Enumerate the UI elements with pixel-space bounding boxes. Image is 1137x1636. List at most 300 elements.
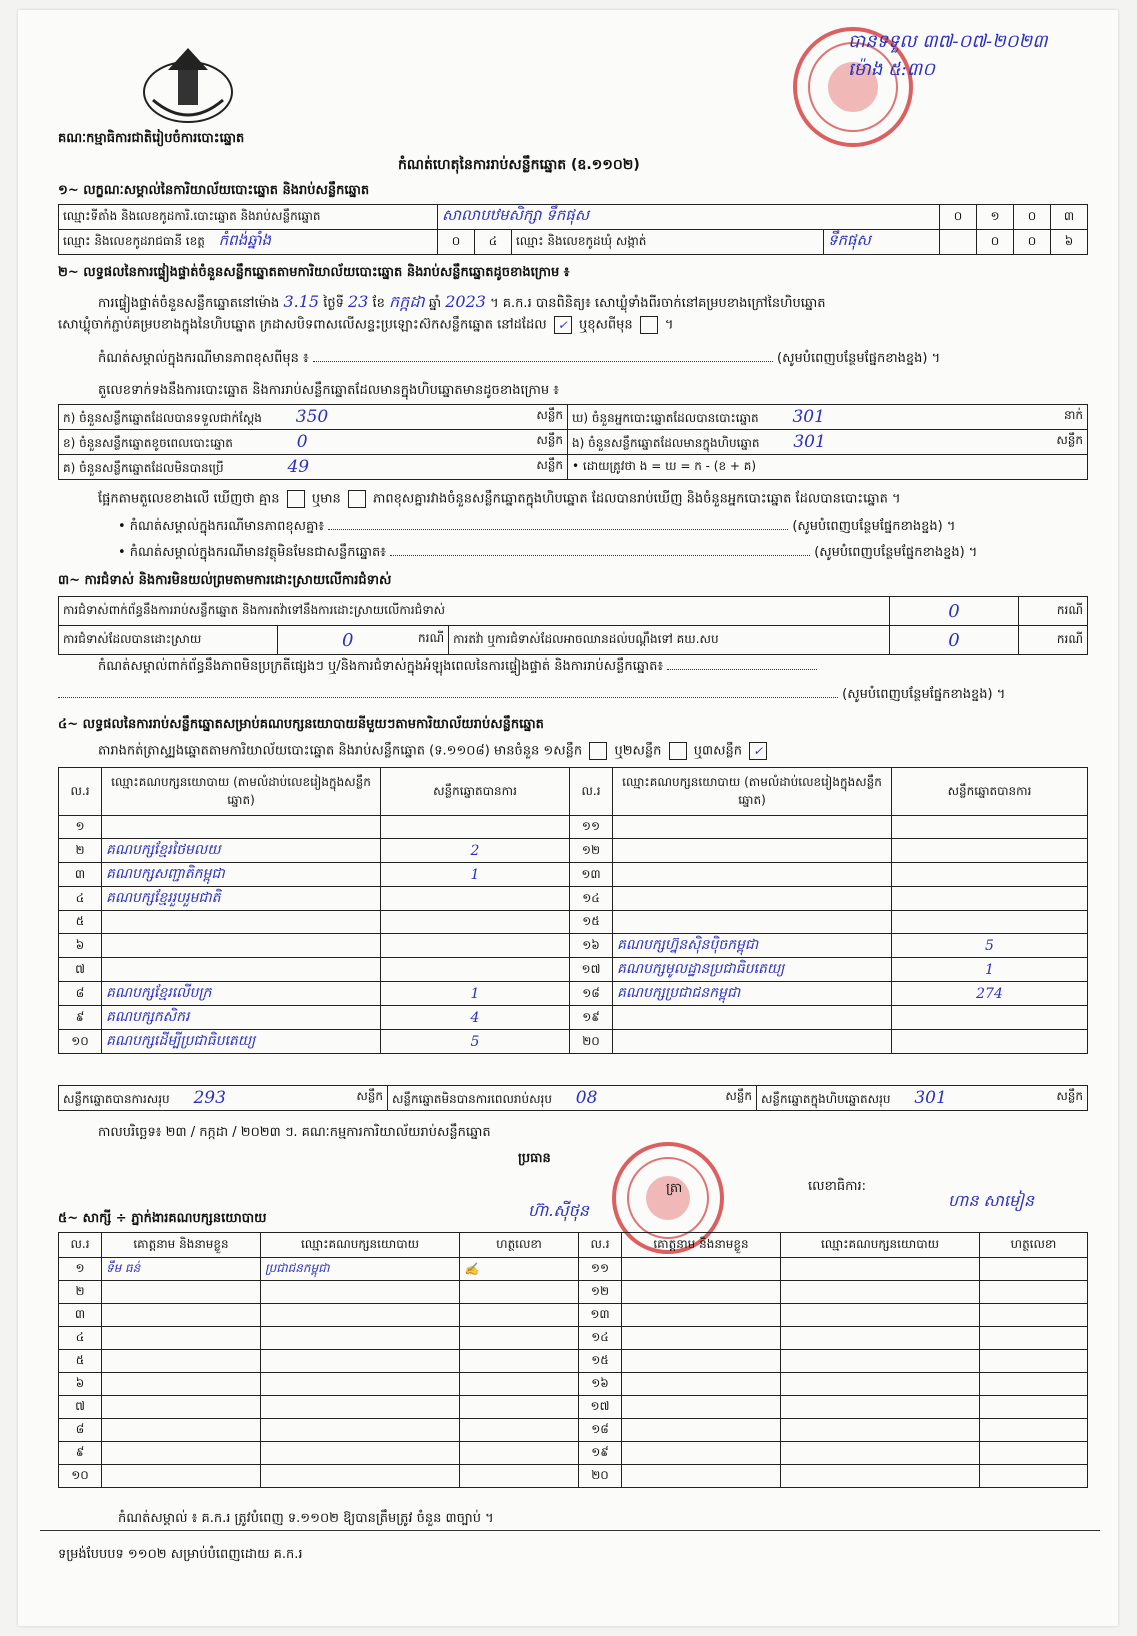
witness-party[interactable] <box>781 1396 980 1419</box>
discrepancy-line <box>98 490 1098 510</box>
witness-no: ១៦ <box>579 1373 622 1396</box>
note3-suffix: (សូមបំពេញបន្ថែមផ្នែកខាងខ្នង) ។ <box>814 545 978 560</box>
section4-heading: ៤~ លទ្ធផលនៃការរាប់សន្លឹកឆ្នោតសម្រាប់គណបក្សនយោបាយនីមួយៗតាមការិយាល័យរាប់សន្លឹកឆ្នោត <box>58 717 544 732</box>
witness-sign[interactable] <box>980 1373 1088 1396</box>
commune-code-3: ៦ <box>1051 230 1088 255</box>
witness-body <box>59 1258 1088 1488</box>
witness-no: ១៧ <box>579 1396 622 1419</box>
total-box-label: សន្លឹកឆ្នោតក្នុងហិបឆ្នោតសរុប <box>761 1091 891 1106</box>
total-invalid-cell <box>388 1086 757 1111</box>
result-no: ១៧ <box>570 958 613 982</box>
result-votes <box>892 839 1088 863</box>
witness-no: ៦ <box>59 1373 102 1396</box>
location-code-1: ០ <box>940 205 977 230</box>
result-no: ១៣ <box>570 863 613 887</box>
stat-in-box-label: ង) ចំនួនសន្លឹកឆ្នោតដែលមានក្នុងហិបឆ្នោត <box>572 435 760 450</box>
witness-table <box>58 1232 1088 1488</box>
witness-name[interactable] <box>622 1465 781 1488</box>
witness-name <box>102 1373 261 1396</box>
result-party <box>613 1030 892 1054</box>
witness-col-name-right: គោត្តនាម និងនាមខ្លួន <box>622 1233 781 1258</box>
witness-no: ១ <box>59 1258 102 1281</box>
section2-para1-line2 <box>58 316 1098 336</box>
total-valid-cell <box>59 1086 388 1111</box>
witness-name <box>102 1281 261 1304</box>
result-no: ១១ <box>570 816 613 839</box>
stat-voters-label: ឃ) ចំនួនអ្នកបោះឆ្នោតដែលបានបោះឆ្នោត <box>572 410 759 425</box>
witness-party <box>261 1327 460 1350</box>
section2-para1 <box>98 290 1098 316</box>
witness-party <box>261 1465 460 1488</box>
result-party <box>102 934 381 958</box>
witness-sign <box>460 1327 579 1350</box>
section3-heading: ៣~ ការជំទាស់ និងការមិនយល់ព្រមតាមការដោះស្រាយលើការជំទាស់ <box>58 573 392 588</box>
result-no: ២០ <box>570 1030 613 1054</box>
different-checkbox[interactable] <box>640 316 658 334</box>
note3-text: • កំណត់សម្គាល់ក្នុងករណីមានវត្ថុមិនមែនជាសន្លឹកឆ្នោត៖ <box>118 545 386 560</box>
witness-col-party-right: ឈ្មោះគណបក្សនយោបាយ <box>781 1233 980 1258</box>
stat-in-box-unit: សន្លឹក <box>1056 432 1083 447</box>
complaint-row1-unit: ករណី <box>1019 597 1088 626</box>
note1-suffix: (សូមបំពេញបន្ថែមផ្នែកខាងខ្នង) ។ <box>777 351 941 366</box>
complaint-row1 <box>59 597 890 626</box>
result-party <box>102 958 381 982</box>
result-no: ១ <box>59 816 102 839</box>
para2-text-b: ឬមាន <box>311 491 341 507</box>
stat-received-value: 350 <box>295 406 329 427</box>
witness-no: ៧ <box>59 1396 102 1419</box>
stat-unused <box>59 455 568 480</box>
total-valid-value: 293 <box>193 1087 226 1108</box>
witness-party[interactable] <box>781 1281 980 1304</box>
witness-col-sign-right: ហត្ថលេខា <box>980 1233 1088 1258</box>
document-page <box>18 10 1118 1626</box>
witness-name <box>102 1327 261 1350</box>
witness-name[interactable] <box>622 1396 781 1419</box>
resolved-value: 0 <box>342 629 354 651</box>
para1-end: ។ <box>664 317 674 333</box>
witness-party[interactable] <box>781 1373 980 1396</box>
witness-sign[interactable] <box>980 1465 1088 1488</box>
result-row <box>59 1030 1088 1054</box>
stat-voters-value: 301 <box>792 406 825 427</box>
result-votes <box>892 816 1088 839</box>
witness-sign <box>460 1396 579 1419</box>
stat-in-box-value: 301 <box>793 431 826 452</box>
witness-sign <box>460 1304 579 1327</box>
witness-name[interactable] <box>622 1281 781 1304</box>
witness-no: ១១ <box>579 1258 622 1281</box>
result-party <box>613 1006 892 1030</box>
witness-col-party-left: ឈ្មោះគណបក្សនយោបាយ <box>261 1233 460 1258</box>
witness-no: ២០ <box>579 1465 622 1488</box>
president-label: ប្រធាន <box>518 1151 551 1166</box>
witness-row <box>59 1442 1088 1465</box>
para2-text-c: ភាពខុសគ្នារវាងចំនួនសន្លឹកឆ្នោតក្នុងហិបឆ្នោត ដែលបានរាប់ឃើញ និងចំនួនអ្នកបោះឆ្នោត ដែលបានបោះឆ្នោត ។ <box>373 491 901 507</box>
witness-party[interactable] <box>781 1350 980 1373</box>
province-code-2: ៤ <box>475 230 512 255</box>
result-party: គណបក្សហ្វ៊ុនស៊ិនប៉ិចកម្ពុជា <box>613 934 892 958</box>
witness-name[interactable] <box>622 1373 781 1396</box>
witness-name <box>102 1350 261 1373</box>
result-no: ១៨ <box>570 982 613 1006</box>
witness-sign[interactable] <box>980 1258 1088 1281</box>
witness-sign[interactable] <box>980 1419 1088 1442</box>
witness-sign[interactable] <box>980 1327 1088 1350</box>
commune-label: ឈ្មោះ និងលេខកូដឃុំ សង្កាត់ <box>512 230 824 255</box>
witness-party[interactable] <box>781 1327 980 1350</box>
total-box-unit: សន្លឹក <box>1056 1088 1083 1103</box>
witness-sign <box>460 1373 579 1396</box>
province-code-1: ០ <box>438 230 475 255</box>
section1-heading: ១~ លក្ខណៈសម្គាល់នៃការិយាល័យបោះឆ្នោត និងរាប់សន្លឹកឆ្នោត <box>58 183 370 198</box>
witness-name <box>102 1304 261 1327</box>
received-note: បានទទួល ៣៧-០៧-២០២៣ ម៉ោង ៥:៣០ <box>848 31 1048 80</box>
results-col-votes-left: សន្លឹកឆ្នោតបានការ <box>381 768 570 816</box>
result-votes: 5 <box>381 1030 570 1054</box>
witness-sign: ✍ <box>460 1258 579 1281</box>
province-label-text: ឈ្មោះ និងលេខកូដរាជធានី ខេត្ត <box>63 234 205 248</box>
commune-code-1: ០ <box>977 230 1014 255</box>
has-diff-checkbox[interactable] <box>348 490 366 508</box>
witness-no: ១៩ <box>579 1442 622 1465</box>
result-votes: 5 <box>892 934 1088 958</box>
section3-note-blank2[interactable] <box>58 697 838 698</box>
stat-unused-unit: សន្លឹក <box>536 457 563 472</box>
section3-note-line2 <box>58 686 1098 705</box>
results-col-no-left: ល.រ <box>59 768 102 816</box>
witness-party[interactable] <box>781 1419 980 1442</box>
witness-col-name-left: គោត្តនាម និងនាមខ្លួន <box>102 1233 261 1258</box>
witness-row <box>59 1281 1088 1304</box>
result-no: ១២ <box>570 839 613 863</box>
witness-no: ១៨ <box>579 1419 622 1442</box>
para1-line2-text: សោឃ្លុំចាក់ភ្ជាប់គម្របខាងក្នុងនៃហិបឆ្នោត ក្រដាសបិទពាសលើសន្ទះប្រឡោះស៊កសន្លឹកឆ្នោត នៅដដែល <box>58 317 547 333</box>
check-month: កក្កដា <box>389 292 425 311</box>
result-votes <box>892 911 1088 934</box>
result-votes <box>381 958 570 982</box>
total-box-value: 301 <box>914 1087 947 1108</box>
note2-blank[interactable] <box>328 529 788 530</box>
stat-spoiled <box>59 430 568 455</box>
result-no: ៧ <box>59 958 102 982</box>
para1-text-c: ខែ <box>372 296 385 311</box>
witness-name <box>102 1396 261 1419</box>
escalated-unit: ករណី <box>1019 626 1088 655</box>
stamp-label: ត្រា <box>666 1181 683 1196</box>
results-col-party-left: ឈ្មោះគណបក្សនយោបាយ (តាមលំដាប់លេខរៀងក្នុងសន្លឹកឆ្នោត) <box>102 768 381 816</box>
note2-text: • កំណត់សម្គាល់ក្នុងករណីមានភាពខុសគ្នា៖ <box>118 519 325 534</box>
secretary-signature: ហាន សាមៀន <box>948 1191 1035 1210</box>
province-value: កំពង់ឆ្នាំង <box>218 231 272 249</box>
witness-sign <box>460 1281 579 1304</box>
escalated-value: 0 <box>890 626 1019 655</box>
result-votes: 274 <box>892 982 1088 1006</box>
stats-subheading: តួលេខទាក់ទងនឹងការបោះឆ្នោត និងការរាប់សន្លឹកឆ្នោតដែលមានក្នុងហិបឆ្នោតមានដូចខាងក្រោម ៖ <box>98 383 559 398</box>
location-code-2: ១ <box>977 205 1014 230</box>
complaint-row1-value: 0 <box>890 597 1019 626</box>
witness-name[interactable] <box>622 1258 781 1281</box>
emblem-logo <box>128 40 248 130</box>
date-line: កាលបរិច្ឆេទ៖ ២៣ / កក្កដា / ២០២៣ ៗ. គណៈកម្មការការិយាល័យរាប់សន្លឹកឆ្នោត <box>98 1125 491 1140</box>
witness-row <box>59 1465 1088 1488</box>
witness-row <box>59 1419 1088 1442</box>
result-no: ៣ <box>59 863 102 887</box>
province-label <box>59 230 438 255</box>
result-row <box>59 934 1088 958</box>
stat-received-unit: សន្លឹក <box>536 407 563 422</box>
witness-no: ៨ <box>59 1419 102 1442</box>
stat-spoiled-unit: សន្លឹក <box>536 432 563 447</box>
result-party: គណបក្សខ្មែររួបរួមជាតិ <box>102 887 381 911</box>
total-valid-label: សន្លឹកឆ្នោតបានការសរុប <box>63 1091 170 1106</box>
witness-name: ទឹម ធន់ <box>102 1258 261 1281</box>
result-row <box>59 887 1088 911</box>
result-party <box>613 839 892 863</box>
result-no: ១០ <box>59 1030 102 1054</box>
resolved-label: ការជំទាស់ដែលបានដោះស្រាយ <box>59 626 278 655</box>
total-valid-unit: សន្លឹក <box>356 1088 383 1103</box>
witness-party: ប្រជាជនកម្ពុជា <box>261 1258 460 1281</box>
result-row <box>59 1006 1088 1030</box>
result-party <box>102 911 381 934</box>
witness-sign <box>460 1350 579 1373</box>
witness-col-no-left: ល.រ <box>59 1233 102 1258</box>
section2-heading: ២~ លទ្ធផលនៃការផ្ទៀងផ្ទាត់ចំនួនសន្លឹកឆ្នោតតាមការិយាល័យបោះឆ្នោត និងរាប់សន្លឹកឆ្នោតដូចខាងក្រោម ៖ <box>58 265 570 280</box>
witness-name[interactable] <box>622 1419 781 1442</box>
result-no: ៩ <box>59 1006 102 1030</box>
total-invalid-label: សន្លឹកឆ្នោតមិនបានការពេលរាប់សរុប <box>392 1091 552 1106</box>
witness-no: ៣ <box>59 1304 102 1327</box>
witness-row <box>59 1373 1088 1396</box>
para1-text-e: ។ គ.ក.រ បានពិនិត្យ៖ សោឃ្លុំទាំងពីរចាក់នៅគម្របខាងក្រៅនៃហិបឆ្នោត <box>490 296 826 311</box>
witness-name <box>102 1465 261 1488</box>
witness-party <box>261 1442 460 1465</box>
result-row <box>59 839 1088 863</box>
footer-divider <box>40 1530 1100 1531</box>
witness-row <box>59 1396 1088 1419</box>
result-votes <box>892 1006 1088 1030</box>
stat-spoiled-value: 0 <box>296 431 308 452</box>
note1-blank[interactable] <box>313 361 773 362</box>
two-sheet-checkbox[interactable] <box>669 742 687 760</box>
stat-in-box <box>568 430 1088 455</box>
stat-voters <box>568 405 1088 430</box>
witness-no: ១៤ <box>579 1327 622 1350</box>
witness-party <box>261 1281 460 1304</box>
witness-col-sign-left: ហត្ថលេខា <box>460 1233 579 1258</box>
result-no: ១៩ <box>570 1006 613 1030</box>
note3-line <box>118 544 1098 563</box>
witness-sign[interactable] <box>980 1281 1088 1304</box>
form-note: ទម្រង់បែបបទ ១១០២ សម្រាប់បំពេញដោយ គ.ក.រ <box>58 1547 303 1562</box>
section3-note-text: កំណត់សម្គាល់ពាក់ព័ន្ធនឹងភាពមិនប្រក្រតីផ្សេងៗ ឬ/និងការជំទាស់ក្នុងអំឡុងពេលនៃការផ្ទៀងផ្ទាត់ និងការរាប់សន្លឹកឆ្នោត៖ <box>98 659 664 674</box>
para1-text-a: ការផ្ទៀងផ្ទាត់ចំនួនសន្លឹកឆ្នោតនៅម៉ោង <box>98 296 280 311</box>
same-checkbox[interactable]: ✓ <box>554 316 572 334</box>
stat-received-label: ក) ចំនួនសន្លឹកឆ្នោតដែលបានទទួលជាក់ស្តែង <box>63 410 262 425</box>
form-title: កំណត់ហេតុនៃការរាប់សន្លឹកឆ្នោត (ឧ.១១០២) <box>398 157 640 173</box>
president-signature: ហ៊ា.ស៊ីថុន <box>528 1201 589 1220</box>
witness-row <box>59 1258 1088 1281</box>
result-party <box>613 887 892 911</box>
section4-intro <box>98 742 1098 762</box>
location-code-4: ៣ <box>1051 205 1088 230</box>
section3-note <box>98 658 1098 677</box>
commune-value: ទឹកផុស <box>823 230 939 255</box>
total-box-cell <box>757 1086 1088 1111</box>
location-code-3: ០ <box>1014 205 1051 230</box>
witness-no: ១២ <box>579 1281 622 1304</box>
one-sheet-checkbox[interactable] <box>589 742 607 760</box>
witness-no: ៤ <box>59 1327 102 1350</box>
result-no: ១៦ <box>570 934 613 958</box>
stat-unused-value: 49 <box>287 456 310 477</box>
witness-row <box>59 1327 1088 1350</box>
witness-no: ១០ <box>59 1465 102 1488</box>
witness-name <box>102 1442 261 1465</box>
witness-sign[interactable] <box>980 1350 1088 1373</box>
witness-sign <box>460 1442 579 1465</box>
result-party <box>613 816 892 839</box>
result-row <box>59 816 1088 839</box>
secretary-label: លេខាធិការ: <box>808 1179 867 1194</box>
section3-table <box>58 596 1088 655</box>
result-votes <box>892 887 1088 911</box>
result-votes: 1 <box>381 863 570 887</box>
result-party: គណបក្សសញ្ជាតិកម្ពុជា <box>102 863 381 887</box>
result-votes <box>381 816 570 839</box>
witness-sign[interactable] <box>980 1396 1088 1419</box>
result-votes: 1 <box>381 982 570 1006</box>
result-votes <box>892 1030 1088 1054</box>
stat-received <box>59 405 568 430</box>
commune-code-0 <box>940 230 977 255</box>
result-row <box>59 958 1088 982</box>
witness-name[interactable] <box>622 1304 781 1327</box>
committee-name: គណៈកម្មាធិការជាតិរៀបចំការបោះឆ្នោត <box>58 131 245 146</box>
witness-name[interactable] <box>622 1442 781 1465</box>
section4-intro-b: ឬ២សន្លឹក <box>614 743 662 759</box>
witness-no: ២ <box>59 1281 102 1304</box>
result-party <box>102 816 381 839</box>
section4-intro-c: ឬ៣សន្លឹក <box>693 743 742 759</box>
witness-no: ៩ <box>59 1442 102 1465</box>
location-label: ឈ្មោះទីតាំង និងលេខកូដការិ.បោះឆ្នោត និងរាប់សន្លឹកឆ្នោត <box>59 205 438 230</box>
result-no: ១៤ <box>570 887 613 911</box>
results-body <box>59 816 1088 1054</box>
witness-party[interactable] <box>781 1304 980 1327</box>
witness-col-no-right: ល.រ <box>579 1233 622 1258</box>
results-col-party-right: ឈ្មោះគណបក្សនយោបាយ (តាមលំដាប់លេខរៀងក្នុងសន្លឹកឆ្នោត) <box>613 768 892 816</box>
witness-no: ១៣ <box>579 1304 622 1327</box>
result-row <box>59 863 1088 887</box>
result-no: ៨ <box>59 982 102 1006</box>
location-value: សាលាបឋមសិក្សា ទឹកផុស <box>438 205 940 230</box>
stat-formula: • ដោយត្រូវថា ង = ឃ = ក - (ខ + គ) <box>568 455 1088 480</box>
witness-sign <box>460 1465 579 1488</box>
three-sheet-checkbox[interactable]: ✓ <box>749 742 767 760</box>
witness-party <box>261 1373 460 1396</box>
note1-text: កំណត់សម្គាល់ក្នុងករណីមានភាពខុសពីមុន ៖ <box>98 351 309 366</box>
para1-line2b-text: ឬខុសពីមុន <box>578 317 633 333</box>
section5-heading: ៥~ សាក្សី ÷ ភ្នាក់ងារគណបក្សនយោបាយ <box>58 1211 267 1226</box>
result-votes <box>892 863 1088 887</box>
witness-party[interactable] <box>781 1442 980 1465</box>
para2-text: ផ្អែកតាមតួលេខខាងលើ ឃើញថា គ្មាន <box>98 491 280 507</box>
stat-voters-unit: នាក់ <box>1063 407 1083 422</box>
result-party: គណបក្សខ្មែរថៃមលយ <box>102 839 381 863</box>
stat-spoiled-label: ខ) ចំនួនសន្លឹកឆ្នោតខូចពេលបោះឆ្នោត <box>63 435 233 450</box>
check-time: 3.15 <box>283 292 320 311</box>
note2-line <box>118 518 1098 537</box>
result-party: គណបក្សដើម្បីប្រជាធិបតេយ្យ <box>102 1030 381 1054</box>
witness-sign[interactable] <box>980 1442 1088 1465</box>
footer-note: កំណត់សម្គាល់ ៖ គ.ក.រ ត្រូវបំពេញ ទ.១១០២ ឱ្យបានត្រឹមត្រូវ ចំនួន ៣ច្បាប់ ។ <box>118 1511 494 1526</box>
result-no: ១៥ <box>570 911 613 934</box>
result-no: ៦ <box>59 934 102 958</box>
witness-sign <box>460 1419 579 1442</box>
complaint-row1-label: ការជំទាស់ពាក់ព័ន្ធនឹងការរាប់សន្លឹកឆ្នោត និងការតវ៉ាទៅនឹងការដោះស្រាយលើការជំទាស់ <box>63 603 446 617</box>
witness-party <box>261 1396 460 1419</box>
result-party: គណបក្សកសិករ <box>102 1006 381 1030</box>
totals-table <box>58 1085 1088 1111</box>
result-row <box>59 911 1088 934</box>
result-no: ៥ <box>59 911 102 934</box>
section4-intro-text: តារាងកត់ត្រាស្ទ្បងឆ្នោតតាមការិយាល័យបោះឆ្នោត និងរាប់សន្លឹកឆ្នោត (ទ.១១០៨) មានចំនួន ១សន្លឹក <box>98 743 583 759</box>
no-diff-checkbox[interactable] <box>287 490 305 508</box>
witness-no: ១៥ <box>579 1350 622 1373</box>
note2-suffix: (សូមបំពេញបន្ថែមផ្នែកខាងខ្នង) ។ <box>792 519 956 534</box>
witness-party <box>261 1350 460 1373</box>
check-year: 2023 <box>445 292 486 311</box>
stats-table <box>58 404 1088 480</box>
witness-name[interactable] <box>622 1350 781 1373</box>
witness-row <box>59 1304 1088 1327</box>
result-votes: 2 <box>381 839 570 863</box>
resolved-unit: ករណី <box>418 630 445 645</box>
section3-note-blank[interactable] <box>667 669 817 670</box>
para1-text-b: ថ្ងៃទី <box>323 296 344 311</box>
witness-no: ៥ <box>59 1350 102 1373</box>
witness-sign[interactable] <box>980 1304 1088 1327</box>
para1-text-d: ឆ្នាំ <box>428 296 442 311</box>
stat-unused-label: គ) ចំនួនសន្លឹកឆ្នោតដែលមិនបានប្រើ <box>63 460 224 475</box>
check-day: 23 <box>347 292 369 311</box>
result-row <box>59 982 1088 1006</box>
note1-line <box>98 350 1098 369</box>
result-votes <box>381 911 570 934</box>
witness-party <box>261 1419 460 1442</box>
witness-name[interactable] <box>622 1327 781 1350</box>
total-invalid-unit: សន្លឹក <box>725 1088 752 1103</box>
result-no: ៤ <box>59 887 102 911</box>
witness-party[interactable] <box>781 1465 980 1488</box>
result-no: ២ <box>59 839 102 863</box>
results-col-votes-right: សន្លឹកឆ្នោតបានការ <box>892 768 1088 816</box>
result-party: គណបក្សប្រជាជនកម្ពុជា <box>613 982 892 1006</box>
result-votes <box>381 934 570 958</box>
witness-party[interactable] <box>781 1258 980 1281</box>
result-party <box>613 911 892 934</box>
note3-blank[interactable] <box>390 555 810 556</box>
result-party: គណបក្សមូលដ្ឋានប្រជាធិបតេយ្យ <box>613 958 892 982</box>
result-votes: 4 <box>381 1006 570 1030</box>
result-party: គណបក្សខ្មែរលើបក្រ <box>102 982 381 1006</box>
resolved-value-cell <box>278 626 449 655</box>
result-party <box>613 863 892 887</box>
result-votes: 1 <box>892 958 1088 982</box>
result-votes <box>381 887 570 911</box>
